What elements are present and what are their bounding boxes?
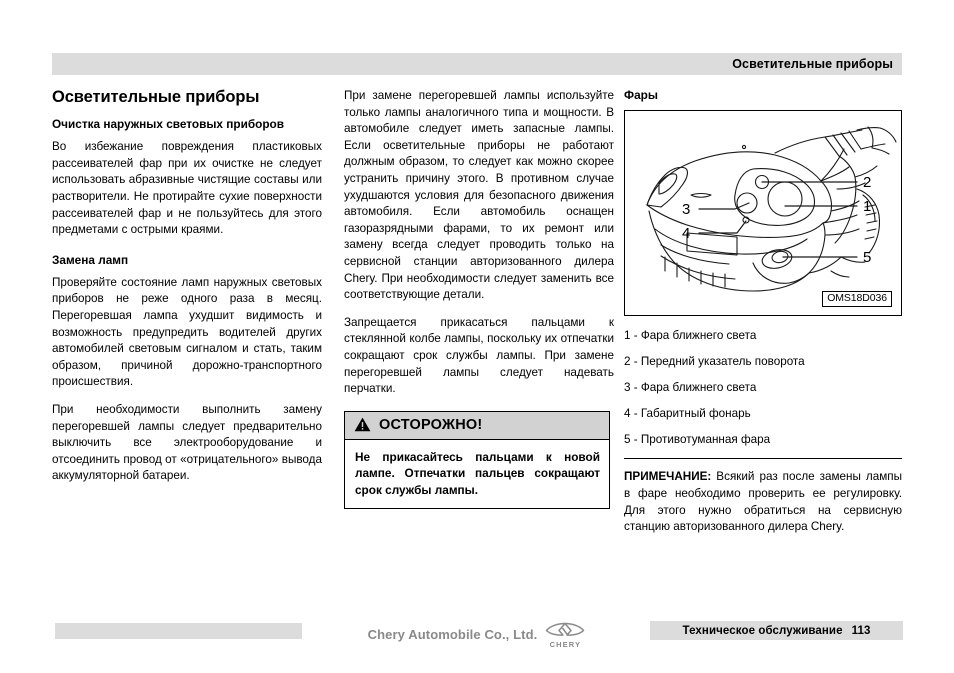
list-item: 2 - Передний указатель поворота [624, 355, 805, 369]
warning-box-text: Не прикасайтесь пальцами к новой лампе. Отпечатки пальцев сокращают срок службы лампы. [355, 449, 600, 497]
running-header-title: Осветительные приборы [732, 57, 893, 71]
footer-section-band [650, 621, 903, 640]
chery-logo-icon [544, 622, 586, 649]
page-title: Осветительные приборы [52, 88, 260, 106]
list-item: 1 - Фара ближнего света [624, 329, 757, 343]
paragraph-battery-disconnect: При необходимости выполнить замену перегоревшей лампы следует предварительно выключить все электрооборудование и отсоединить провод от «отрицательного» вывода аккумуляторной батареи. [52, 403, 322, 483]
svg-text:4: 4 [682, 225, 691, 243]
heading-bulb-replacement: Замена ламп [52, 252, 129, 267]
paragraph-cleaning: Во избежание повреждения пластиковых рассеивателей фар при их очистке не следует использовать абразивные чистящие составы или растворители. Не протирайте сухие поверхности рассеивателей фар и не пользуйтесь для этого предметами с острыми краями. [52, 140, 322, 237]
page-content [52, 88, 904, 593]
warning-box [344, 411, 610, 510]
note-label: ПРИМЕЧАНИЕ: [624, 470, 712, 484]
chery-logo-wordmark: CHERY [549, 640, 582, 649]
paragraph-replacement-bulbs: При замене перегоревшей лампы используйте только лампы аналогичного типа и мощности. В автомобиле следует иметь запасные лампы. Если осветительные приборы не работают должным образом, то следует как можно скорее устранить причину этого. В противном случае ухудшаются условия для безопасного движения автомобиля. Если автомобиль оснащен газоразрядными фарами, то их ремонт или замену всегда следует проводить только на сервисной станции авторизованного дилера Chery. При необходимости следует заменить все соответствующие детали. [344, 89, 614, 302]
svg-text:3: 3 [682, 201, 691, 219]
list-item: 4 - Габаритный фонарь [624, 407, 751, 421]
list-item: 3 - Фара ближнего света [624, 381, 757, 395]
column-middle [344, 88, 614, 509]
paragraph-bulb-check: Проверяйте состояние ламп наружных световых приборов не реже одного раза в месяц. Перегоревшая лампа ухудшит видимость и возможность предупредить водителей других автомобилей световым сигналом и стать, таким образом, причиной дорожно-транспортного происшествия. [52, 275, 322, 389]
figure-reference-code: OMS18D036 [822, 291, 892, 308]
legend-divider [624, 458, 902, 459]
svg-text:5: 5 [863, 249, 872, 267]
page-number: 113 [851, 624, 871, 637]
column-right [624, 88, 902, 536]
heading-cleaning-exterior-lights: Очистка наружных световых приборов [52, 116, 284, 131]
warning-box-title: ОСТОРОЖНО! [379, 416, 483, 433]
svg-text:1: 1 [863, 198, 872, 216]
svg-text:2: 2 [863, 174, 872, 192]
figure-legend [624, 329, 902, 447]
list-item: 5 - Противотуманная фара [624, 433, 771, 447]
note-text: Всякий раз после замены лампы в фаре необходимо проверить ее регулировку. Для этого нужно обратиться на сервисную станцию авторизованного дилера Chery. [624, 470, 902, 534]
column-left [52, 88, 322, 485]
paragraph-do-not-touch-glass: Запрещается прикасаться пальцами к стеклянной колбе лампы, поскольку их отпечатки сокращают срок службы лампы. При замене перегоревшей лампы следует надевать перчатки. [344, 315, 614, 396]
footer-company-name: Chery Automobile Co., Ltd. [367, 627, 538, 642]
note-paragraph [624, 469, 902, 535]
page-running-header [52, 53, 902, 75]
warning-box-header [345, 412, 609, 440]
heading-headlamps: Фары [624, 88, 658, 102]
figure-headlamp-diagram [624, 110, 902, 316]
footer-section-name: Техническое обслуживание [682, 624, 843, 637]
warning-triangle-icon [354, 417, 371, 432]
